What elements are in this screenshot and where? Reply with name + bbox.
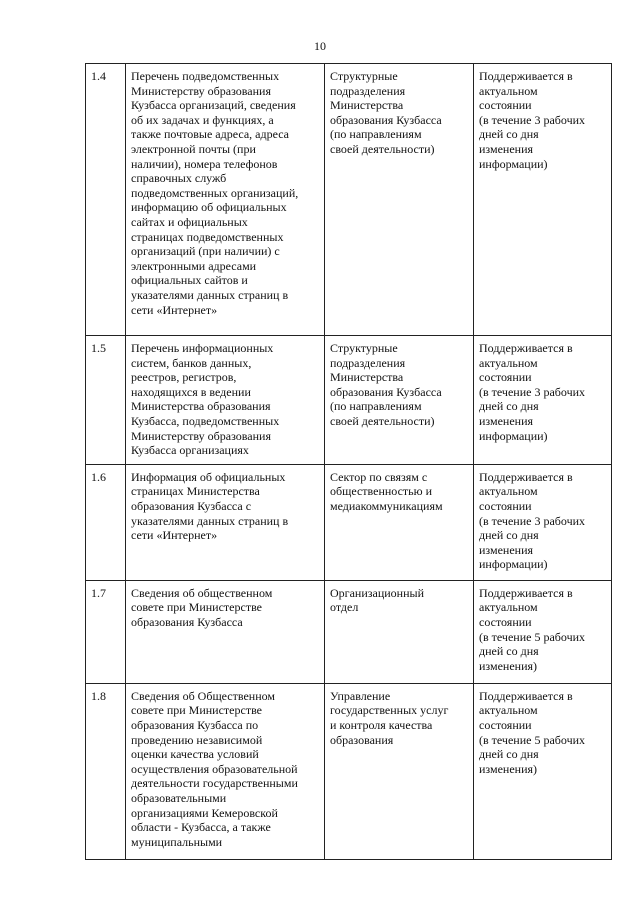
row-responsible: Структурные подразделения Министерства образования Кузбасса (по направлениям своей деятельности)	[330, 69, 442, 156]
table-row	[86, 580, 612, 683]
table-row	[86, 464, 612, 580]
row-number-cell	[86, 464, 126, 580]
row-responsible: Сектор по связям с общественностью и медиакоммуникациям	[330, 469, 443, 513]
row-name-cell	[126, 464, 325, 580]
row-responsible-cell	[325, 580, 474, 683]
row-responsible-cell	[325, 336, 474, 465]
row-number-cell	[86, 683, 126, 859]
row-responsible-cell	[325, 464, 474, 580]
row-term: Поддерживается в актуальном состоянии (в течение 3 рабочих дней со дня изменения информации)	[479, 469, 586, 572]
row-responsible: Структурные подразделения Министерства образования Кузбасса (по направлениям своей деятельности)	[330, 341, 442, 428]
row-name: Сведения об Общественном совете при Министерстве образования Кузбасса по проведению независимой оценки качества условий осуществления образовательной деятельности государственными образовательными организациями Кемеровской области - Кузбасса, а также муниципальными	[131, 688, 298, 849]
row-name-cell	[126, 683, 325, 859]
row-term-cell	[474, 464, 612, 580]
row-number: 1.8	[91, 688, 106, 703]
row-number: 1.7	[91, 585, 106, 600]
row-name-cell	[126, 64, 325, 336]
table-row	[86, 336, 612, 465]
page-number: 10	[314, 39, 326, 53]
row-term-cell	[474, 64, 612, 336]
row-responsible: Управление государственных услуг и контроля качества образования	[330, 688, 449, 747]
document-table	[85, 63, 612, 860]
row-number-cell	[86, 336, 126, 465]
row-responsible-cell	[325, 683, 474, 859]
row-number-cell	[86, 64, 126, 336]
row-number-cell	[86, 580, 126, 683]
row-term: Поддерживается в актуальном состоянии (в течение 5 рабочих дней со дня изменения)	[479, 688, 586, 776]
row-number: 1.4	[91, 69, 106, 83]
table-row	[86, 64, 612, 336]
row-term: Поддерживается в актуальном состоянии (в течение 5 рабочих дней со дня изменения)	[479, 585, 586, 673]
row-term: Поддерживается в актуальном состоянии (в течение 3 рабочих дней со дня изменения информации)	[479, 69, 586, 171]
row-responsible-cell	[325, 64, 474, 336]
row-name: Перечень информационных систем, банков данных, реестров, регистров, находящихся в ведении Министерства образования Кузбасса, подведомственных Министерству образования Кузбасса организациях	[131, 341, 280, 458]
row-responsible: Организационный отдел	[330, 585, 424, 615]
row-name-cell	[126, 580, 325, 683]
row-name: Сведения об общественном совете при Министерстве образования Кузбасса	[131, 585, 273, 629]
row-term-cell	[474, 580, 612, 683]
row-name: Информация об официальных страницах Министерства образования Кузбасса с указателями данных страниц в сети «Интернет»	[131, 469, 289, 543]
table-row	[86, 683, 612, 859]
row-term-cell	[474, 683, 612, 859]
row-name-cell	[126, 336, 325, 465]
row-name: Перечень подведомственных Министерству образования Кузбасса организаций, сведения об их задачах и функциях, а также почтовые адреса, адреса электронной почты (при наличии), номера телефонов справочных служб подведомственных организаций, информацию об официальных сайтах и официальных страницах подведомственных организаций (при наличии) с электронными адресами официальных сайтов и указателями данных страниц в сети «Интернет»	[131, 69, 299, 317]
row-number: 1.6	[91, 469, 106, 484]
row-term: Поддерживается в актуальном состоянии (в течение 3 рабочих дней со дня изменения информации)	[479, 341, 586, 443]
row-term-cell	[474, 336, 612, 465]
row-number: 1.5	[91, 341, 106, 355]
